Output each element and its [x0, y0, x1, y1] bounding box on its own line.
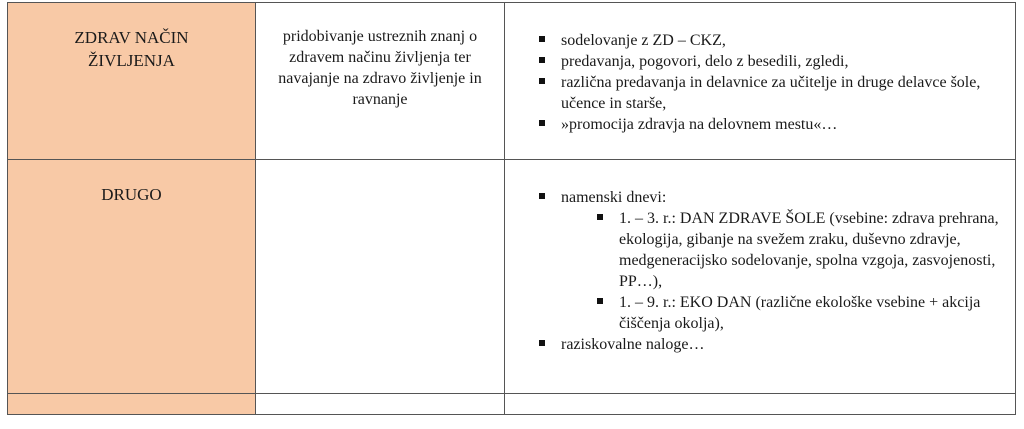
activity-list [539, 30, 1005, 135]
list-item: predavanja, pogovori, delo z besedili, zgledi, [539, 51, 1005, 72]
activities-cell [505, 394, 1016, 415]
goal-text: pridobivanje ustreznih znanj o zdravem načinu življenja ter navajanje na zdravo življenje in ravnanje [278, 28, 482, 108]
sub-list-item: 1. – 3. r.: DAN ZDRAVE ŠOLE (vsebine: zdrava prehrana, ekologija, gibanje na svežem zraku, duševno zdravje, medgeneracijsko sodelovanje, spolna vzgoja, zasvojenosti, PP…), [597, 208, 1005, 292]
goal-cell [256, 394, 505, 415]
list-item-text: namenski dnevi: [561, 189, 667, 206]
sub-activity-list [597, 208, 1005, 334]
list-item: »promocija zdravja na delovnem mestu«… [539, 114, 1005, 135]
activities-table [7, 2, 1016, 415]
table-row [8, 160, 1016, 394]
activities-cell [505, 160, 1016, 394]
sub-list-item: 1. – 9. r.: EKO DAN (različne ekološke vsebine + akcija čiščenja okolja), [597, 292, 1005, 334]
goal-cell [256, 3, 505, 160]
list-item: raziskovalne naloge… [539, 334, 1005, 355]
table-row [8, 3, 1016, 160]
table-row [8, 394, 1016, 415]
topic-cell [8, 3, 256, 160]
list-item: sodelovanje z ZD – CKZ, [539, 30, 1005, 51]
topic-cell [8, 394, 256, 415]
list-item: različna predavanja in delavnice za učitelje in druge delavce šole, učence in starše, [539, 72, 1005, 114]
list-item [539, 187, 1005, 334]
topic-label: DRUGO [101, 185, 162, 204]
activities-cell [505, 3, 1016, 160]
activity-list [539, 187, 1005, 355]
topic-cell [8, 160, 256, 394]
topic-label: ZDRAV NAČIN ŽIVLJENJA [74, 28, 189, 70]
goal-cell [256, 160, 505, 394]
